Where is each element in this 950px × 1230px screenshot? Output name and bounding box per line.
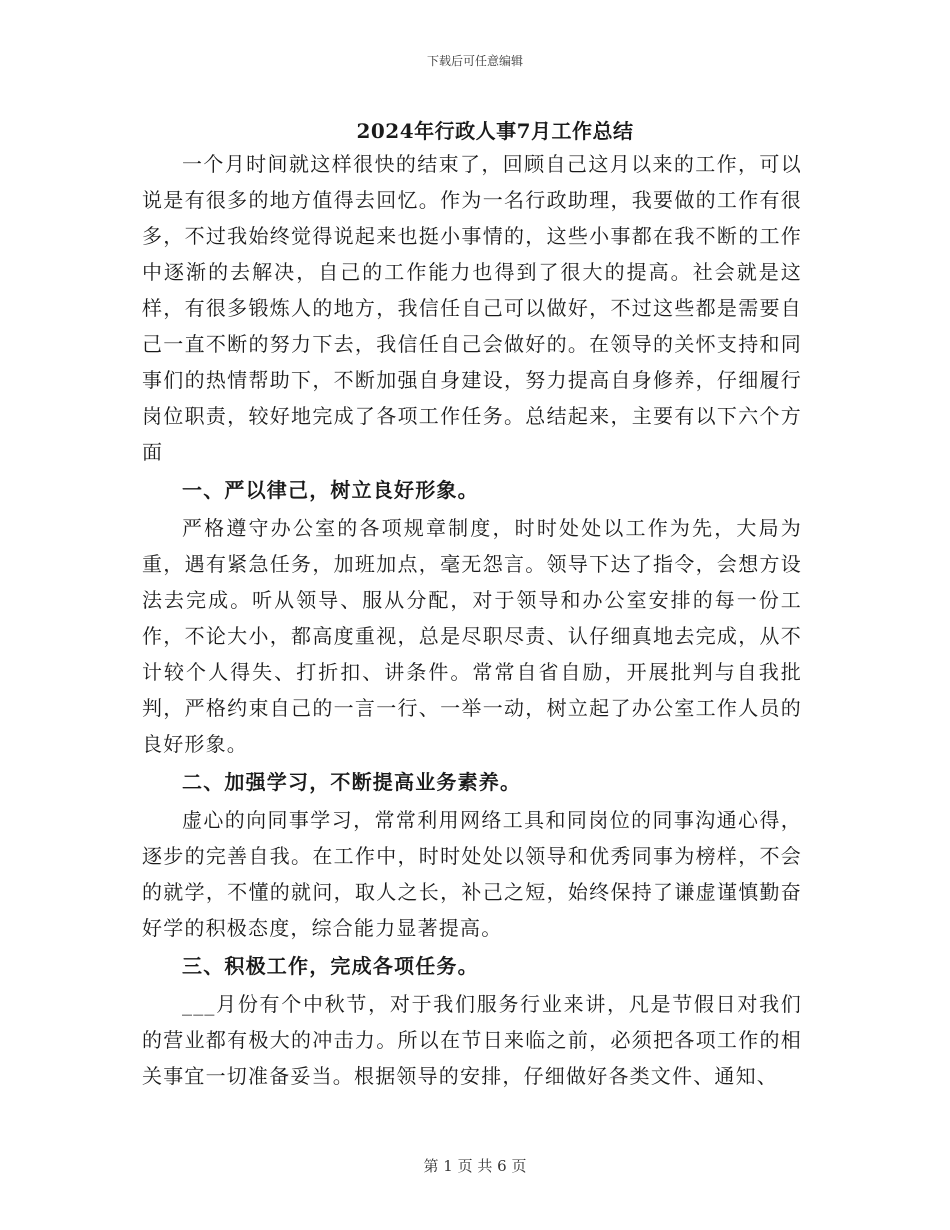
section-paragraph-3: ___月份有个中秋节，对于我们服务行业来讲，凡是节假日对我们的营业都有极大的冲击力。所以在节日来临之前，必须把各项工作的相关事宜一切准备妥当。根据领导的安排，仔细做好各类文件、通知、: [142, 992, 802, 1088]
section-heading-1: 一、严以律己，树立良好形象。: [182, 478, 479, 502]
intro-paragraph: 一个月时间就这样很快的结束了，回顾自己这月以来的工作，可以说是有很多的地方值得去回忆。作为一名行政助理，我要做的工作有很多，不过我始终觉得说起来也挺小事情的，这些小事都在我不断的工作中逐渐的去解决，自己的工作能力也得到了很大的提高。社会就是这样，有很多锻炼人的地方，我信任自己可以做好，不过这些都是需要自己一直不断的努力下去，我信任自己会做好的。在领导的关怀支持和同事们的热情帮助下，不断加强自身建设，努力提高自身修养，仔细履行岗位职责，较好地完成了各项工作任务。总结起来，主要有以下六个方面: [142, 152, 802, 464]
document-title: 2024年行政人事7月工作总结: [356, 119, 634, 143]
header-note: 下载后可任意编辑: [426, 54, 523, 68]
page-number: 第 1 页 共 6 页: [423, 1157, 527, 1175]
section-paragraph-2: 虚心的向同事学习，常常利用网络工具和同岗位的同事沟通心得，逐步的完善自我。在工作中，时时处处以领导和优秀同事为榜样，不会的就学，不懂的就问，取人之长，补己之短，始终保持了谦虚谨慎勤奋好学的积极态度，综合能力显著提高。: [142, 808, 802, 940]
document-body: [142, 146, 802, 1094]
section-heading-3: 三、积极工作，完成各项任务。: [182, 954, 479, 978]
section-heading-2: 二、加强学习，不断提高业务素养。: [182, 770, 522, 794]
section-paragraph-1: 严格遵守办公室的各项规章制度，时时处处以工作为先，大局为重，遇有紧急任务，加班加点，毫无怨言。领导下达了指令，会想方设法去完成。听从领导、服从分配，对于领导和办公室安排的每一份工作，不论大小，都高度重视，总是尽职尽责、认仔细真地去完成，从不计较个人得失、打折扣、讲条件。常常自省自励，开展批判与自我批判，严格约束自己的一言一行、一举一动，树立起了办公室工作人员的良好形象。: [142, 516, 802, 756]
